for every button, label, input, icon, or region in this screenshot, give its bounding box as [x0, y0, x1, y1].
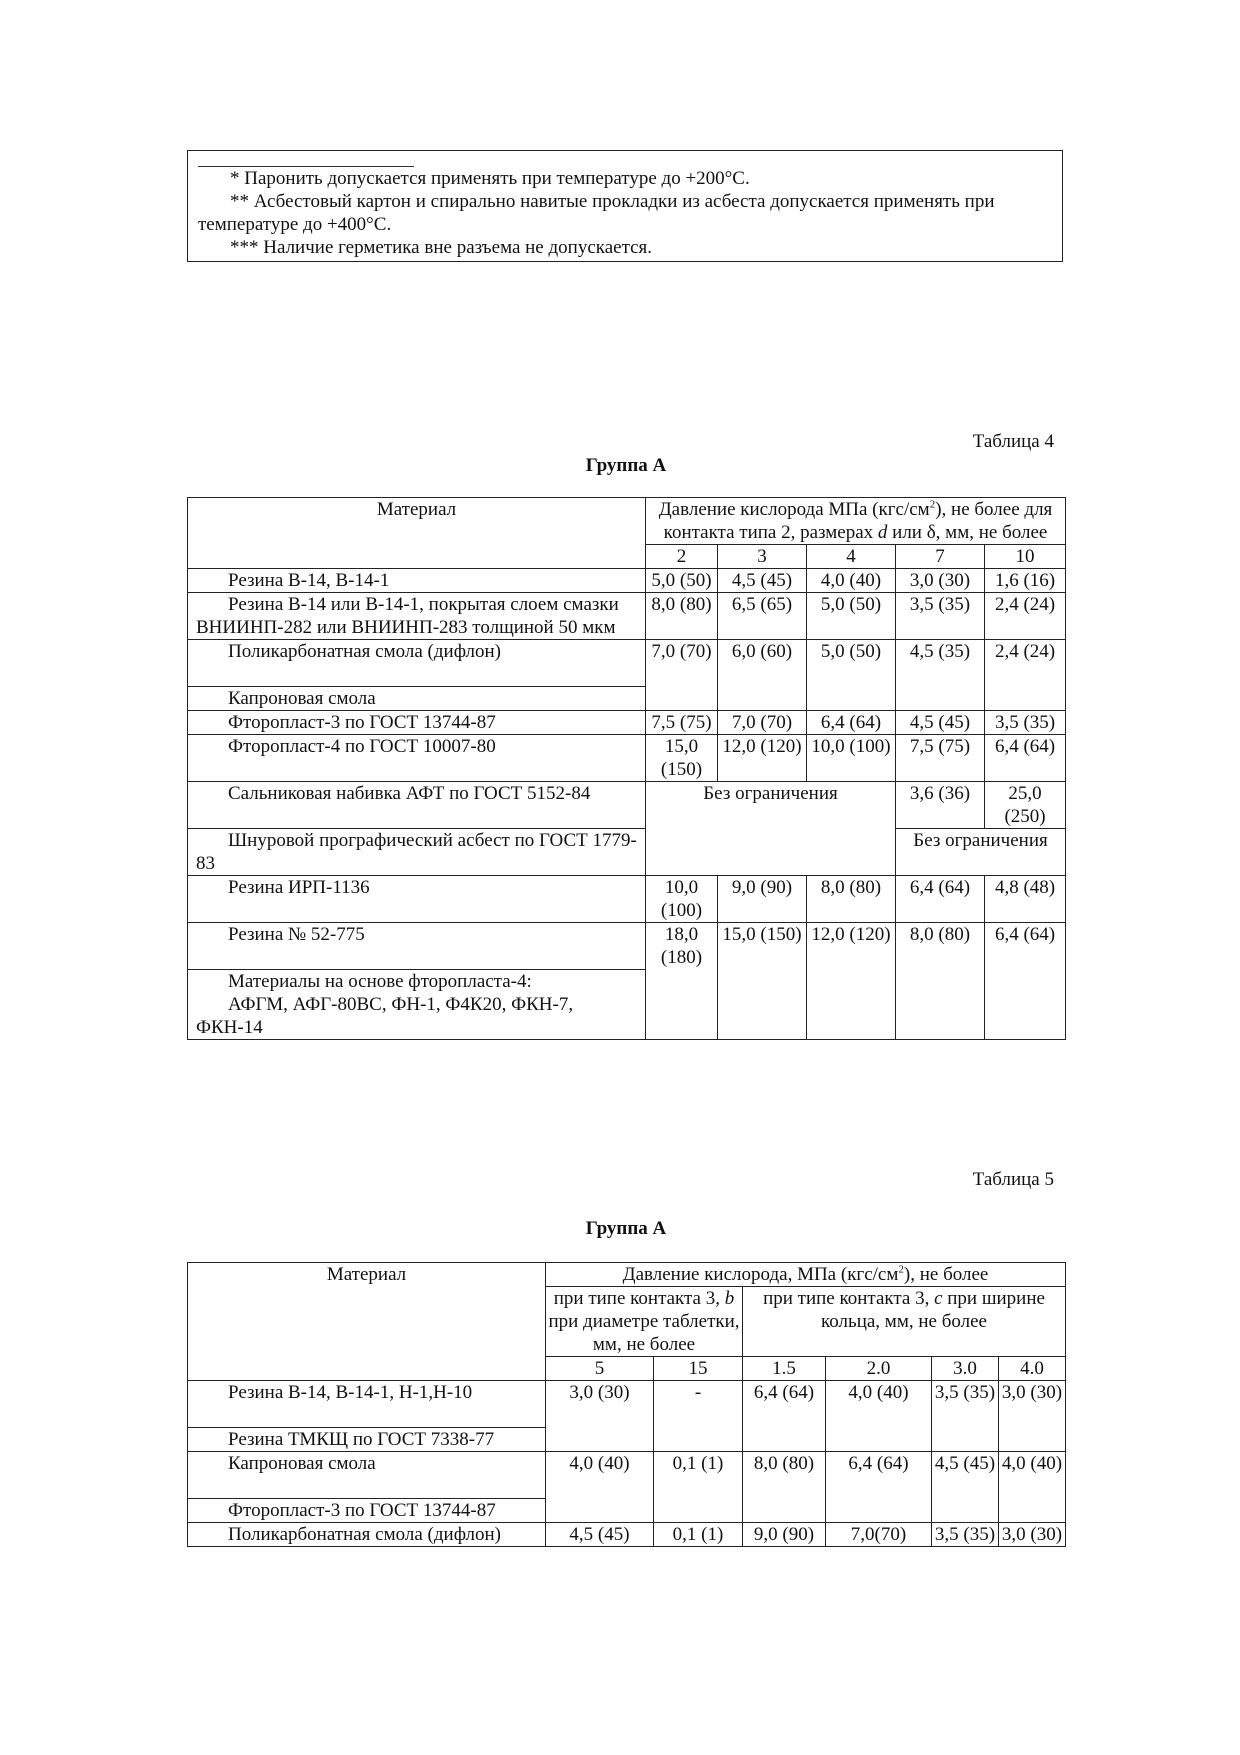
value-cell: 3,5 (35): [896, 593, 985, 640]
unlimited-cell: Без ограничения: [646, 782, 896, 876]
value-cell: 4,5 (45): [718, 569, 807, 593]
value-cell: 9,0 (90): [743, 1523, 826, 1547]
table4-caption: Таблица 4: [972, 431, 1054, 452]
value-cell: 4,0 (40): [826, 1381, 932, 1452]
material-name: Сальниковая набивка АФТ по ГОСТ 5152-84: [228, 783, 591, 804]
table-row: [188, 829, 1066, 876]
footnote-3: *** Наличие герметика вне разъема не допускается.: [230, 237, 653, 258]
value-cell: 12,0 (120): [807, 923, 896, 1040]
table5-caption: Таблица 5: [972, 1169, 1054, 1190]
table-row: [188, 1523, 1066, 1547]
value-cell: 4,5 (45): [546, 1523, 654, 1547]
table5-header-ring: при типе контакта 3, с при ширине кольца, мм, не более: [743, 1287, 1066, 1357]
table5-size: 2.0: [826, 1357, 932, 1381]
value-cell: 3,0 (30): [999, 1381, 1066, 1452]
footnotes-box: [187, 150, 1063, 262]
material-name: Резина В-14 или В-14-1, покрытая слоем смазки ВНИИНП-282 или ВНИИНП-283 толщиной 50 мкм: [196, 594, 619, 638]
table-row: [188, 711, 1066, 735]
table4-size: 3: [718, 545, 807, 569]
value-cell: 4,5 (45): [932, 1452, 999, 1523]
material-name: Резина В-14, В-14-1: [228, 570, 390, 591]
table5-header-pressure: Давление кислорода, МПа $(кгс/см^2)$, не более: [546, 1263, 1066, 1287]
footnote-2: ** Асбестовый картон и спирально навитые прокладки из асбеста допускается применять при температуре до +400°С.: [198, 191, 995, 235]
value-cell: 8,0 (80): [646, 593, 718, 640]
value-cell: 0,1 (1): [654, 1523, 743, 1547]
material-name: Фторопласт-4 по ГОСТ 10007-80: [228, 736, 496, 757]
value-cell: 5,0 (50): [646, 569, 718, 593]
footnote-1: * Паронить допускается применять при температуре до +200°С.: [230, 168, 750, 189]
value-cell: 15,0 (150): [646, 735, 718, 782]
table-row: [188, 593, 1066, 640]
value-cell: 12,0 (120): [718, 735, 807, 782]
value-cell: 1,6 (16): [985, 569, 1066, 593]
value-cell: 4,0 (40): [546, 1452, 654, 1523]
value-cell: 3,0 (30): [896, 569, 985, 593]
table5-size: 1.5: [743, 1357, 826, 1381]
material-name: Резина В-14, В-14-1, Н-1,Н-10: [228, 1382, 473, 1403]
value-cell: 6,4 (64): [807, 711, 896, 735]
value-cell: 3,5 (35): [985, 711, 1066, 735]
value-cell: 10,0 (100): [646, 876, 718, 923]
material-name: Резина ТМКЩ по ГОСТ 7338-77: [228, 1429, 495, 1450]
table4-header-material: Материал: [188, 498, 646, 569]
value-cell: 6,4 (64): [743, 1381, 826, 1452]
material-name: Фторопласт-3 по ГОСТ 13744-87: [228, 712, 496, 733]
value-cell: 4,5 (45): [896, 711, 985, 735]
unlimited-cell: Без ограничения: [896, 829, 1066, 876]
value-cell: 7,5 (75): [646, 711, 718, 735]
table-row: [188, 1452, 1066, 1499]
value-cell: 2,4 (24): [985, 593, 1066, 640]
value-cell: 6,4 (64): [985, 923, 1066, 1040]
table5-size: 5: [546, 1357, 654, 1381]
table4-size: 2: [646, 545, 718, 569]
value-cell: 9,0 (90): [718, 876, 807, 923]
value-cell: 6,4 (64): [985, 735, 1066, 782]
table4: [187, 497, 1066, 1040]
table4-size: 4: [807, 545, 896, 569]
value-cell: 8,0 (80): [807, 876, 896, 923]
table4-group-heading: Группа А: [585, 455, 667, 476]
table4-size: 10: [985, 545, 1066, 569]
value-cell: 3,5 (35): [932, 1381, 999, 1452]
value-cell: 6,4 (64): [826, 1452, 932, 1523]
value-cell: 6,0 (60): [718, 640, 807, 711]
material-name: Резина № 52-775: [228, 924, 365, 945]
material-name: Поликарбонатная смола (дифлон): [228, 1524, 502, 1545]
table-row: [188, 569, 1066, 593]
table-row: [188, 735, 1066, 782]
material-name: АФГМ, АФГ-80ВС, ФН-1, Ф4К20, ФКН-7, ФКН-14: [196, 994, 574, 1038]
material-name: Капроновая смола: [228, 688, 376, 709]
value-cell: 4,0 (40): [999, 1452, 1066, 1523]
value-cell: 2,4 (24): [985, 640, 1066, 711]
table4-size: 7: [896, 545, 985, 569]
value-cell: -: [654, 1381, 743, 1452]
value-cell: 4,5 (35): [896, 640, 985, 711]
table5-size: 4.0: [999, 1357, 1066, 1381]
value-cell: 8,0 (80): [743, 1452, 826, 1523]
material-name: Поликарбонатная смола (дифлон): [228, 641, 502, 662]
value-cell: 7,0(70): [826, 1523, 932, 1547]
value-cell: 18,0 (180): [646, 923, 718, 1040]
table5: [187, 1262, 1066, 1547]
table5-header-tablet: при типе контакта 3, b при диаметре таблетки, мм, не более: [546, 1287, 743, 1357]
table5-size: 3.0: [932, 1357, 999, 1381]
material-name: Фторопласт-3 по ГОСТ 13744-87: [228, 1500, 496, 1521]
value-cell: 7,0 (70): [718, 711, 807, 735]
value-cell: 3,6 (36): [896, 782, 985, 829]
value-cell: 10,0 (100): [807, 735, 896, 782]
value-cell: 3,0 (30): [999, 1523, 1066, 1547]
value-cell: 6,5 (65): [718, 593, 807, 640]
value-cell: 4,8 (48): [985, 876, 1066, 923]
value-cell: 8,0 (80): [896, 923, 985, 1040]
value-cell: 15,0 (150): [718, 923, 807, 1040]
material-name: Материалы на основе фторопласта-4:: [228, 971, 532, 992]
value-cell: 25,0 (250): [985, 782, 1066, 829]
table-row: [188, 923, 1066, 970]
value-cell: 3,0 (30): [546, 1381, 654, 1452]
value-cell: 3,5 (35): [932, 1523, 999, 1547]
table5-size: 15: [654, 1357, 743, 1381]
table-row: [188, 876, 1066, 923]
table4-header-pressure: Давление кислорода МПа $(кгс/см^2)$, не более для контакта типа 2, размерах d или δ, мм, не более: [646, 498, 1066, 545]
table-row: [188, 1381, 1066, 1428]
value-cell: 5,0 (50): [807, 593, 896, 640]
value-cell: 5,0 (50): [807, 640, 896, 711]
material-name: Резина ИРП-1136: [228, 877, 370, 898]
table5-group-heading: Группа А: [585, 1218, 667, 1239]
table-row: [188, 640, 1066, 687]
value-cell: 6,4 (64): [896, 876, 985, 923]
value-cell: 7,5 (75): [896, 735, 985, 782]
table5-header-material: Материал: [188, 1263, 546, 1381]
value-cell: 7,0 (70): [646, 640, 718, 711]
value-cell: 0,1 (1): [654, 1452, 743, 1523]
material-name: Капроновая смола: [228, 1453, 376, 1474]
value-cell: 4,0 (40): [807, 569, 896, 593]
material-name: Шнуровой прографический асбест по ГОСТ 1779-83: [196, 830, 637, 874]
table-row: [188, 782, 1066, 829]
